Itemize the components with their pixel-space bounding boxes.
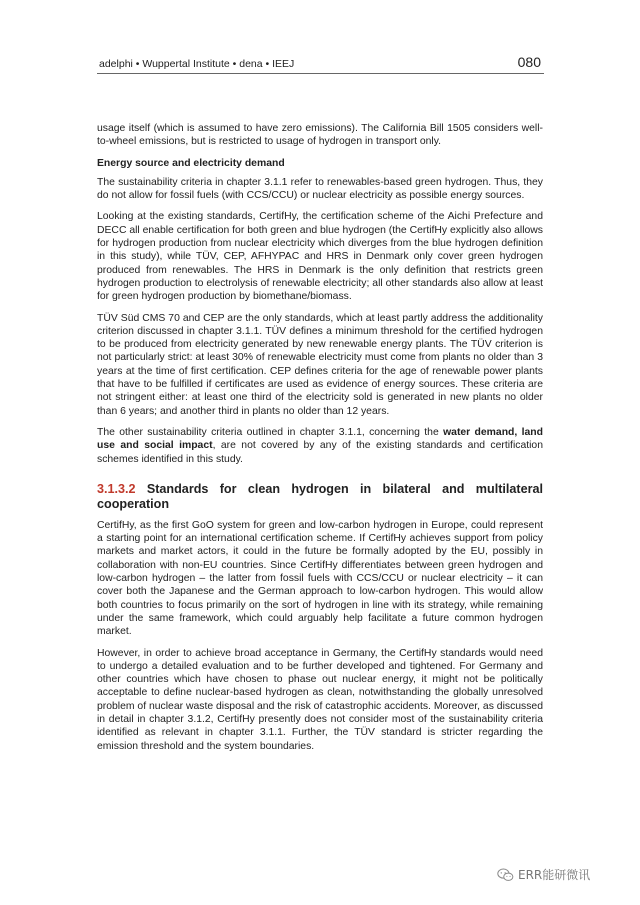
page-header [97, 55, 543, 71]
energy-paragraph-4-end: , are not covered by any of the existing standards and certification schemes identified in this study. [97, 440, 543, 465]
page-number: 080 [517, 54, 541, 70]
energy-paragraph-4-start: The other sustainability criteria outlined in chapter 3.1.1, concerning the [97, 426, 444, 438]
section-paragraph-1: CertifHy, as the first GoO system for green and low-carbon hydrogen in Europe, could represent a starting point for an international certification scheme. If CertifHy achieves support from policy markets and market actors, it could in the future be formally adopted by the EU, possibly in collaboration with non-EU countries. Since CertifHy differentiates between green hydrogen and low-carbon hydrogen – the latter from fossil fuels with CCS/CCU or nuclear electricity – it can cover both the Japanese and the German approach to low-carbon hydrogen. This would allow both countries to focus primarily on the sort of hydrogen in line with its strategy, while remaining under the same framework, which could arguably help facilitate a future common hydrogen market. [97, 519, 543, 638]
energy-paragraph-4 [97, 426, 543, 466]
section-title: Standards for clean hydrogen in bilateral and multilateral cooperation [97, 481, 543, 512]
energy-paragraph-4-emphasis: water demand, land use and social impact [97, 426, 543, 452]
document-body [97, 122, 543, 761]
header-divider [97, 73, 544, 74]
header-authors: adelphi • Wuppertal Institute • dena • IEEJ [99, 58, 295, 70]
energy-paragraph-2: Looking at the existing standards, CertifHy, the certification scheme of the Aichi Prefecture and DECC all enable certification for both green and blue hydrogen (the CertifHy explicitly also allows for hydrogen production from nuclear electricity which diverges from the blue hydrogen definition in this study), while TÜV, CEP, AFHYPAC and HRS in Denmark only cover green hydrogen produced from renewables. The HRS in Denmark is the only definition that restricts green hydrogen production to electrolysis of renewable electricity; all other standards also allow at least for green hydrogen production by biomethane/biomass. [97, 211, 543, 303]
section-heading [97, 482, 543, 513]
intro-paragraph: usage itself (which is assumed to have zero emissions). The California Bill 1505 considers well-to-wheel emissions, but is restricted to usage of hydrogen in transport only. [97, 123, 543, 148]
section-paragraph-2: However, in order to achieve broad acceptance in Germany, the CertifHy standards would need to undergo a detailed evaluation and to be further developed and tightened. For Germany and other countries which have chosen to phase out nuclear energy, it might not be politically acceptable to define nuclear-based hydrogen as clean, notwithstanding the globally unresolved problem of nuclear waste disposal and the risk of catastrophic accidents. Moreover, as discussed in detail in chapter 3.1.2, CertifHy presently does not consider most of the sustainability criteria identified as relevant in chapter 3.1.1. Further, the TÜV standard is stricter regarding the emission threshold and the system boundaries. [97, 647, 543, 752]
watermark [497, 866, 590, 883]
section-number: 3.1.3.2 [97, 481, 136, 496]
watermark-text: ERR能研微讯 [518, 868, 591, 882]
wechat-icon [497, 868, 514, 882]
energy-paragraph-1: The sustainability criteria in chapter 3.1.1 refer to renewables-based green hydrogen. Thus, they do not allow for fossil fuels (with CCS/CCU) or nuclear electricity as possible energy sources. [97, 176, 543, 202]
subheading-energy-source: Energy source and electricity demand [97, 157, 285, 169]
energy-paragraph-3: TÜV Süd CMS 70 and CEP are the only standards, which at least partly address the additionality criterion discussed in chapter 3.1.1. TÜV defines a minimum threshold for the certified hydrogen to be produced from electricity generated by new renewable energy plants. The TÜV criterion is not particularly strict: at least 30% of renewable electricity must come from plants no older than 3 years at the time of first certification. CEP defines criteria for the age of renewable power plants that have to be fulfilled if certificates are used as evidence of energy sources. These criteria are not stringent either: at least one third of the electricity sold is generated in new plants no older than 6 years; and another third in plants no older than 12 years. [97, 312, 543, 417]
